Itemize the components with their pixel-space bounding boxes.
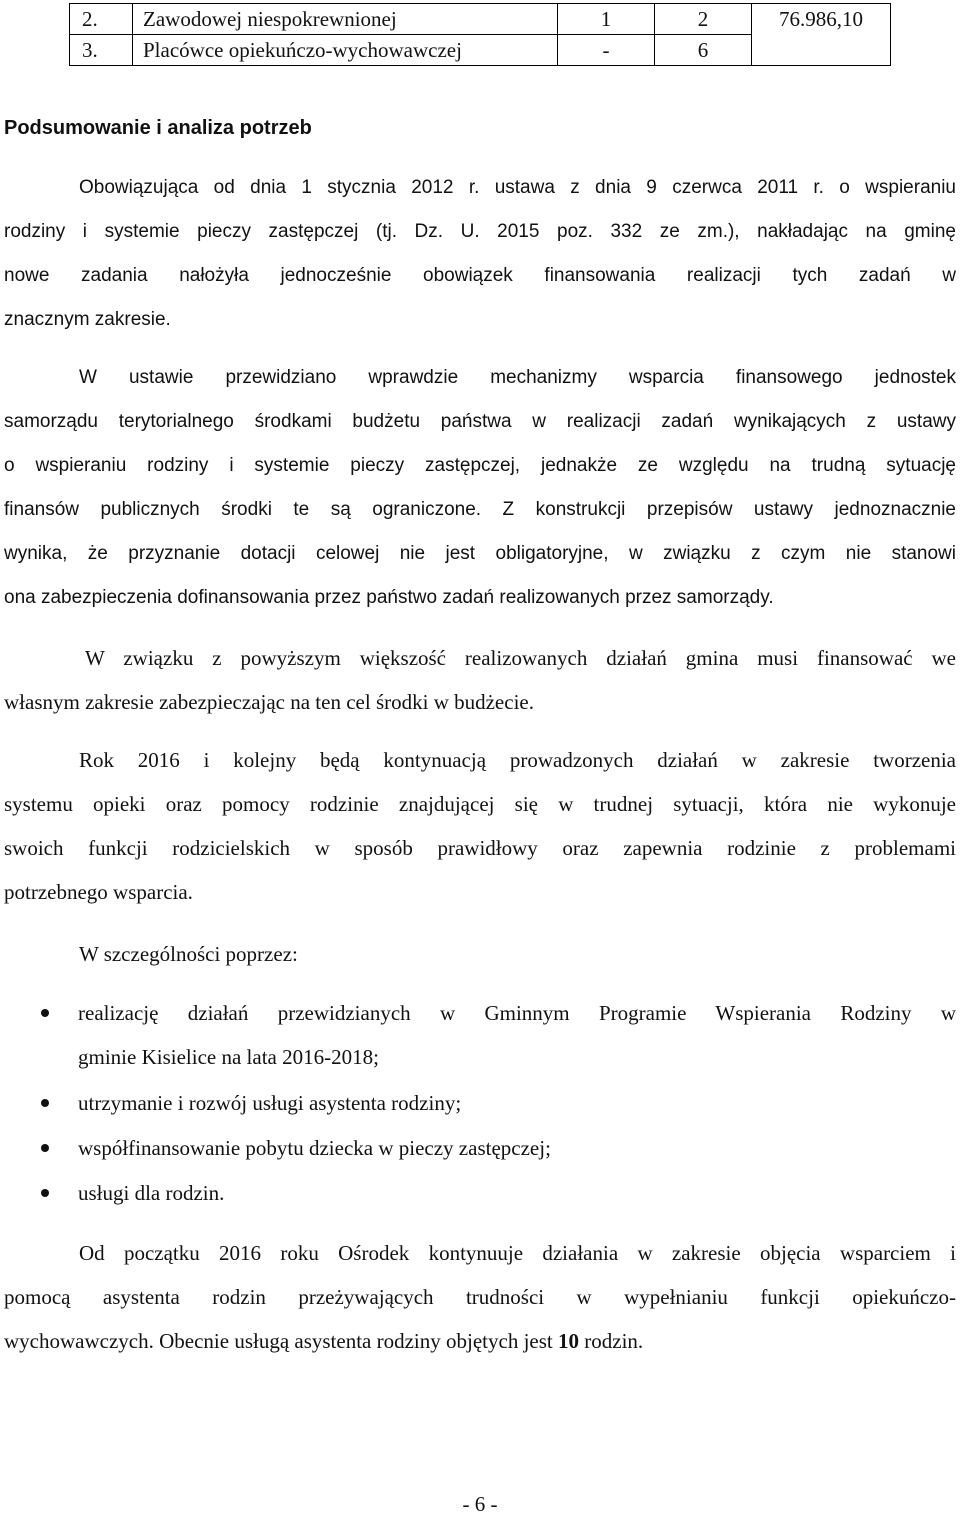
row-value-b: 2 bbox=[655, 4, 752, 35]
paragraph-line: rodziny i systemie pieczy zastępczej (tj. Dz. U. 2015 poz. 332 ze zm.), nakładając na gminę bbox=[4, 221, 956, 242]
list-item: utrzymanie i rozwój usługi asystenta rodziny; bbox=[78, 1091, 462, 1115]
bullet-icon bbox=[41, 1009, 49, 1017]
page-number: - 6 - bbox=[462, 1492, 498, 1516]
row-value-a: - bbox=[558, 35, 655, 66]
paragraph-line: W ustawie przewidziano wprawdzie mechanizmy wsparcia finansowego jednostek bbox=[79, 367, 956, 388]
row-name: Placówce opiekuńczo-wychowawczej bbox=[133, 35, 558, 66]
bullet-icon bbox=[41, 1099, 49, 1107]
paragraph-line: znacznym zakresie. bbox=[4, 309, 171, 330]
paragraph-line: Obowiązująca od dnia 1 stycznia 2012 r. ustawa z dnia 9 czerwca 2011 r. o wspieraniu bbox=[79, 177, 956, 198]
section-heading: Podsumowanie i analiza potrzeb bbox=[4, 117, 312, 139]
paragraph-line: potrzebnego wsparcia. bbox=[4, 880, 193, 904]
paragraph-line bbox=[4, 1326, 956, 1356]
paragraph-text: rodzin. bbox=[579, 1329, 644, 1353]
paragraph-line: Rok 2016 i kolejny będą kontynuacją prowadzonych działań w zakresie tworzenia bbox=[79, 748, 956, 772]
bullet-icon bbox=[41, 1144, 49, 1152]
paragraph-line: Od początku 2016 roku Ośrodek kontynuuje działania w zakresie objęcia wsparciem i bbox=[79, 1241, 956, 1265]
paragraph-text: wychowawczych. Obecnie usługą asystenta rodziny objętych jest bbox=[4, 1329, 558, 1353]
paragraph-line: W związku z powyższym większość realizowanych działań gmina musi finansować we bbox=[85, 646, 956, 670]
table-row bbox=[70, 4, 891, 35]
paragraph-line: systemu opieki oraz pomocy rodzinie znajdującej się w trudnej sytuacji, która nie wykonuje bbox=[4, 792, 956, 816]
row-name: Zawodowej niespokrewnionej bbox=[133, 4, 558, 35]
paragraph-line: wynika, że przyznanie dotacji celowej nie jest obligatoryjne, w związku z czym nie stanowi bbox=[4, 543, 956, 564]
paragraph-line: pomocą asystenta rodzin przeżywających trudności w wypełnianiu funkcji opiekuńczo- bbox=[4, 1285, 956, 1309]
list-item: usługi dla rodzin. bbox=[78, 1181, 225, 1205]
placement-table bbox=[69, 3, 891, 66]
paragraph-line: nowe zadania nałożyła jednocześnie obowiązek finansowania realizacji tych zadań w bbox=[4, 265, 956, 286]
family-count: 10 bbox=[558, 1329, 579, 1353]
paragraph-line: samorządu terytorialnego środkami budżetu państwa w realizacji zadań wynikających z ustawy bbox=[4, 411, 956, 432]
paragraph-line: ona zabezpieczenia dofinansowania przez państwo zadań realizowanych przez samorządy. bbox=[4, 587, 774, 608]
row-number: 2. bbox=[70, 4, 133, 35]
paragraph-line: W szczególności poprzez: bbox=[79, 942, 298, 966]
paragraph-line: finansów publicznych środki te są ograniczone. Z konstrukcji przepisów ustawy jednoznacznie bbox=[4, 499, 956, 520]
paragraph-line: własnym zakresie zabezpieczając na ten cel środki w budżecie. bbox=[4, 690, 534, 714]
list-item: współfinansowanie pobytu dziecka w pieczy zastępczej; bbox=[78, 1136, 551, 1160]
paragraph-line: swoich funkcji rodzicielskich w sposób prawidłowy oraz zapewnia rodzinie z problemami bbox=[4, 836, 956, 860]
row-amount: 76.986,10 bbox=[752, 4, 891, 66]
bullet-icon bbox=[41, 1189, 49, 1197]
list-item: realizację działań przewidzianych w Gminnym Programie Wspierania Rodziny w bbox=[78, 1001, 956, 1025]
list-item-continuation: gminie Kisielice na lata 2016-2018; bbox=[78, 1045, 379, 1069]
paragraph-line: o wspieraniu rodziny i systemie pieczy zastępczej, jednakże ze względu na trudną sytuację bbox=[4, 455, 956, 476]
row-value-a: 1 bbox=[558, 4, 655, 35]
row-number: 3. bbox=[70, 35, 133, 66]
row-value-b: 6 bbox=[655, 35, 752, 66]
